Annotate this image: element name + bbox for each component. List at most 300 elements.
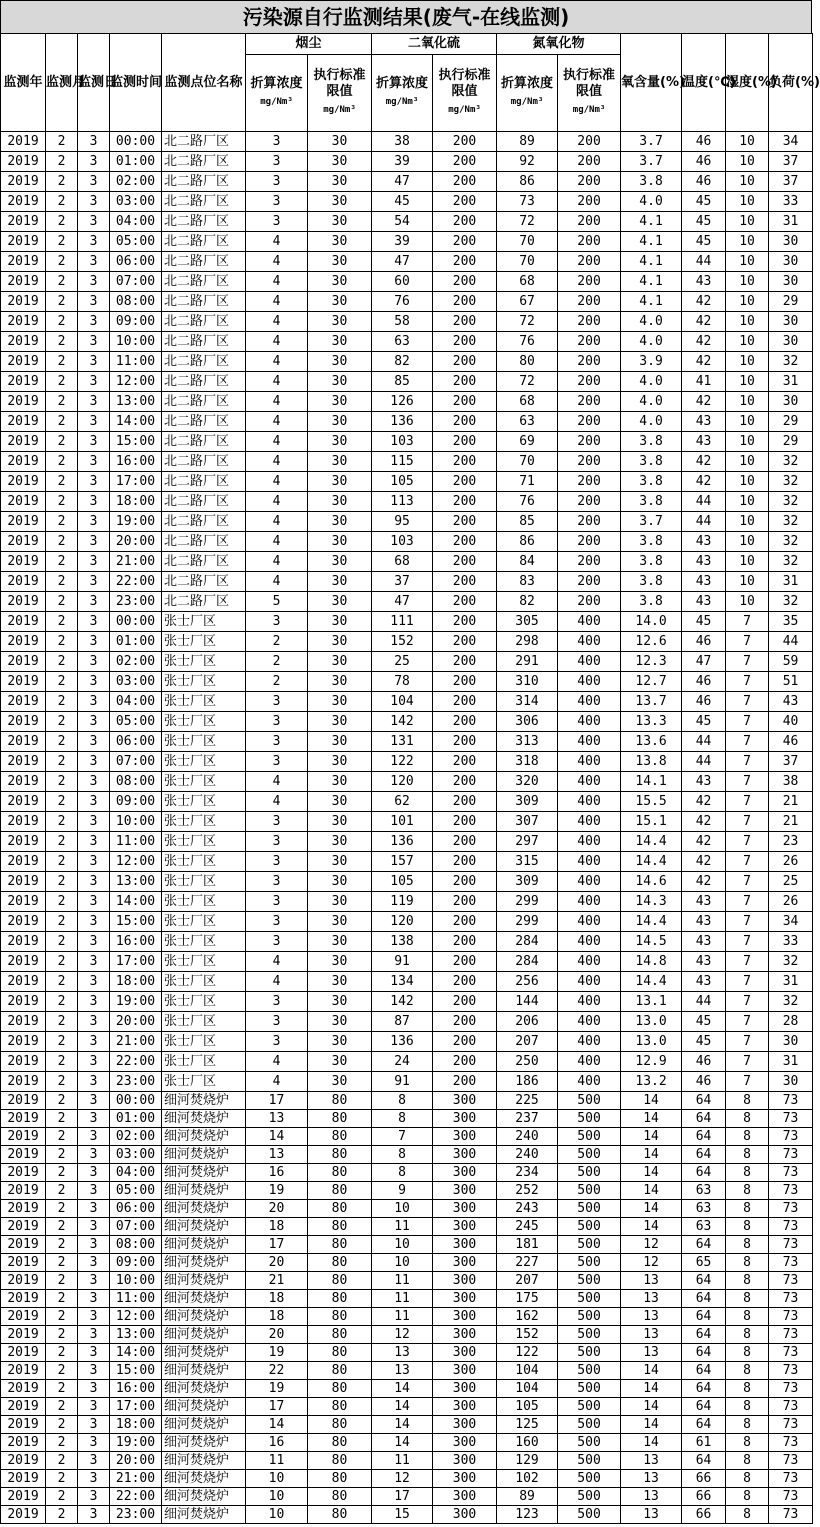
o2-cell: 14.4: [621, 972, 682, 992]
time-cell: 14:00: [110, 412, 162, 432]
day-cell: 3: [78, 712, 110, 732]
site-cell: 细河焚烧炉: [162, 1308, 246, 1326]
time-cell: 03:00: [110, 672, 162, 692]
site-cell: 细河焚烧炉: [162, 1254, 246, 1272]
nox-limit-cell: 200: [558, 232, 621, 252]
humidity-cell: 10: [726, 132, 769, 152]
day-cell: 3: [78, 1182, 110, 1200]
humidity-cell: 8: [726, 1182, 769, 1200]
year-cell: 2019: [1, 692, 46, 712]
so2-conc-cell: 14: [372, 1398, 433, 1416]
humidity-cell: 7: [726, 812, 769, 832]
temp-cell: 43: [682, 952, 726, 972]
o2-cell: 14.6: [621, 872, 682, 892]
month-cell: 2: [46, 1128, 78, 1146]
year-cell: 2019: [1, 152, 46, 172]
so2-conc-cell: 63: [372, 332, 433, 352]
o2-cell: 14: [621, 1110, 682, 1128]
dust-conc-cell: 20: [246, 1326, 308, 1344]
header-row-group: [1, 34, 813, 55]
nox-conc-cell: 70: [497, 252, 558, 272]
load-cell: 32: [769, 592, 813, 612]
so2-limit-cell: 200: [433, 932, 497, 952]
so2-limit-cell: 200: [433, 632, 497, 652]
table-row: [1, 692, 813, 712]
so2-conc-cell: 157: [372, 852, 433, 872]
nox-conc-cell: 320: [497, 772, 558, 792]
dust-conc-cell: 19: [246, 1344, 308, 1362]
load-cell: 73: [769, 1290, 813, 1308]
dust-limit-cell: 80: [308, 1272, 372, 1290]
year-cell: 2019: [1, 672, 46, 692]
unit-label: mg/Nm³: [385, 97, 419, 107]
dust-limit-cell: 30: [308, 392, 372, 412]
day-cell: 3: [78, 1052, 110, 1072]
load-cell: 26: [769, 892, 813, 912]
dust-conc-cell: 3: [246, 752, 308, 772]
table-row: [1, 1032, 813, 1052]
table-row: [1, 772, 813, 792]
so2-limit-cell: 200: [433, 732, 497, 752]
time-cell: 03:00: [110, 1146, 162, 1164]
table-row: [1, 1506, 813, 1524]
time-cell: 18:00: [110, 492, 162, 512]
dust-limit-cell: 30: [308, 732, 372, 752]
humidity-cell: 7: [726, 1012, 769, 1032]
humidity-cell: 7: [726, 612, 769, 632]
o2-cell: 13: [621, 1488, 682, 1506]
dust-limit-cell: 30: [308, 952, 372, 972]
humidity-cell: 8: [726, 1362, 769, 1380]
header-nox-conc: [497, 55, 558, 132]
day-cell: 3: [78, 1164, 110, 1182]
unit-label: mg/Nm³: [323, 105, 356, 115]
nox-limit-cell: 400: [558, 652, 621, 672]
day-cell: 3: [78, 672, 110, 692]
temp-cell: 46: [682, 172, 726, 192]
month-cell: 2: [46, 632, 78, 652]
header-dust-limit: [308, 55, 372, 132]
day-cell: 3: [78, 1506, 110, 1524]
dust-limit-cell: 30: [308, 892, 372, 912]
o2-cell: 13: [621, 1452, 682, 1470]
temp-cell: 46: [682, 672, 726, 692]
month-cell: 2: [46, 572, 78, 592]
time-cell: 02:00: [110, 1128, 162, 1146]
humidity-cell: 8: [726, 1308, 769, 1326]
table-row: [1, 952, 813, 972]
dust-conc-cell: 20: [246, 1200, 308, 1218]
day-cell: 3: [78, 152, 110, 172]
site-cell: 张士厂区: [162, 992, 246, 1012]
year-cell: 2019: [1, 432, 46, 452]
so2-limit-cell: 200: [433, 572, 497, 592]
time-cell: 03:00: [110, 192, 162, 212]
month-cell: 2: [46, 832, 78, 852]
year-cell: 2019: [1, 792, 46, 812]
table-row: [1, 612, 813, 632]
month-cell: 2: [46, 252, 78, 272]
o2-cell: 13.0: [621, 1032, 682, 1052]
humidity-cell: 10: [726, 372, 769, 392]
day-cell: 3: [78, 1110, 110, 1128]
o2-cell: 14.4: [621, 912, 682, 932]
nox-conc-cell: 318: [497, 752, 558, 772]
table-row: [1, 1164, 813, 1182]
dust-limit-cell: 80: [308, 1218, 372, 1236]
nox-limit-cell: 500: [558, 1146, 621, 1164]
so2-conc-cell: 9: [372, 1182, 433, 1200]
nox-conc-cell: 175: [497, 1290, 558, 1308]
humidity-cell: 7: [726, 732, 769, 752]
nox-limit-cell: 400: [558, 1072, 621, 1092]
so2-conc-cell: 13: [372, 1362, 433, 1380]
o2-cell: 13: [621, 1290, 682, 1308]
year-cell: 2019: [1, 1032, 46, 1052]
dust-limit-cell: 30: [308, 172, 372, 192]
load-cell: 51: [769, 672, 813, 692]
nox-conc-cell: 89: [497, 1488, 558, 1506]
nox-limit-cell: 400: [558, 972, 621, 992]
table-row: [1, 1434, 813, 1452]
time-cell: 01:00: [110, 1110, 162, 1128]
load-cell: 29: [769, 292, 813, 312]
year-cell: 2019: [1, 1308, 46, 1326]
nox-conc-cell: 104: [497, 1380, 558, 1398]
humidity-cell: 10: [726, 452, 769, 472]
nox-limit-cell: 500: [558, 1182, 621, 1200]
month-cell: 2: [46, 1434, 78, 1452]
conc-label: 折算浓度: [376, 76, 429, 91]
month-cell: 2: [46, 1236, 78, 1254]
dust-conc-cell: 18: [246, 1290, 308, 1308]
load-cell: 40: [769, 712, 813, 732]
so2-limit-cell: 200: [433, 972, 497, 992]
time-cell: 09:00: [110, 1254, 162, 1272]
dust-limit-cell: 80: [308, 1416, 372, 1434]
time-cell: 09:00: [110, 792, 162, 812]
table-row: [1, 512, 813, 532]
table-row: [1, 272, 813, 292]
temp-cell: 64: [682, 1380, 726, 1398]
table-row: [1, 412, 813, 432]
day-cell: 3: [78, 652, 110, 672]
year-cell: 2019: [1, 1012, 46, 1032]
temp-cell: 42: [682, 852, 726, 872]
nox-limit-cell: 500: [558, 1110, 621, 1128]
load-cell: 73: [769, 1236, 813, 1254]
o2-cell: 4.1: [621, 292, 682, 312]
time-cell: 16:00: [110, 932, 162, 952]
dust-conc-cell: 4: [246, 972, 308, 992]
so2-limit-cell: 200: [433, 132, 497, 152]
time-cell: 08:00: [110, 1236, 162, 1254]
load-cell: 38: [769, 772, 813, 792]
so2-conc-cell: 136: [372, 832, 433, 852]
o2-cell: 12: [621, 1236, 682, 1254]
nox-limit-cell: 200: [558, 252, 621, 272]
so2-limit-cell: 200: [433, 232, 497, 252]
humidity-cell: 8: [726, 1470, 769, 1488]
o2-cell: 13: [621, 1308, 682, 1326]
load-cell: 73: [769, 1416, 813, 1434]
o2-cell: 4.0: [621, 312, 682, 332]
site-cell: 细河焚烧炉: [162, 1092, 246, 1110]
dust-conc-cell: 14: [246, 1128, 308, 1146]
year-cell: 2019: [1, 932, 46, 952]
month-cell: 2: [46, 452, 78, 472]
dust-limit-cell: 30: [308, 472, 372, 492]
nox-limit-cell: 200: [558, 572, 621, 592]
month-cell: 2: [46, 1092, 78, 1110]
nox-limit-cell: 500: [558, 1128, 621, 1146]
so2-limit-cell: 200: [433, 412, 497, 432]
month-cell: 2: [46, 732, 78, 752]
load-cell: 34: [769, 132, 813, 152]
o2-cell: 3.8: [621, 172, 682, 192]
time-cell: 12:00: [110, 372, 162, 392]
nox-conc-cell: 85: [497, 512, 558, 532]
table-row: [1, 252, 813, 272]
humidity-cell: 7: [726, 692, 769, 712]
day-cell: 3: [78, 572, 110, 592]
dust-conc-cell: 4: [246, 392, 308, 412]
day-cell: 3: [78, 1254, 110, 1272]
nox-conc-cell: 309: [497, 872, 558, 892]
load-cell: 31: [769, 212, 813, 232]
humidity-cell: 10: [726, 192, 769, 212]
temp-cell: 42: [682, 452, 726, 472]
year-cell: 2019: [1, 1200, 46, 1218]
dust-conc-cell: 3: [246, 692, 308, 712]
site-cell: 细河焚烧炉: [162, 1290, 246, 1308]
o2-cell: 12.6: [621, 632, 682, 652]
so2-limit-cell: 300: [433, 1128, 497, 1146]
nox-limit-cell: 500: [558, 1164, 621, 1182]
day-cell: 3: [78, 1200, 110, 1218]
humidity-cell: 10: [726, 412, 769, 432]
so2-conc-cell: 25: [372, 652, 433, 672]
load-cell: 73: [769, 1344, 813, 1362]
site-cell: 北二路厂区: [162, 452, 246, 472]
temp-cell: 44: [682, 252, 726, 272]
dust-conc-cell: 19: [246, 1182, 308, 1200]
so2-conc-cell: 38: [372, 132, 433, 152]
temp-cell: 42: [682, 792, 726, 812]
site-cell: 细河焚烧炉: [162, 1128, 246, 1146]
so2-conc-cell: 119: [372, 892, 433, 912]
so2-conc-cell: 91: [372, 952, 433, 972]
month-cell: 2: [46, 1110, 78, 1128]
month-cell: 2: [46, 372, 78, 392]
day-cell: 3: [78, 512, 110, 532]
so2-limit-cell: 200: [433, 552, 497, 572]
year-cell: 2019: [1, 132, 46, 152]
temp-cell: 66: [682, 1506, 726, 1524]
site-cell: 张士厂区: [162, 792, 246, 812]
nox-limit-cell: 500: [558, 1398, 621, 1416]
dust-conc-cell: 3: [246, 1032, 308, 1052]
o2-cell: 14: [621, 1398, 682, 1416]
header-temp: 温度(℃): [682, 34, 726, 132]
dust-limit-cell: 80: [308, 1200, 372, 1218]
year-cell: 2019: [1, 652, 46, 672]
humidity-cell: 8: [726, 1488, 769, 1506]
so2-limit-cell: 300: [433, 1272, 497, 1290]
o2-cell: 13: [621, 1506, 682, 1524]
table-row: [1, 1326, 813, 1344]
year-cell: 2019: [1, 232, 46, 252]
humidity-cell: 7: [726, 632, 769, 652]
time-cell: 13:00: [110, 392, 162, 412]
nox-conc-cell: 237: [497, 1110, 558, 1128]
day-cell: 3: [78, 1072, 110, 1092]
dust-limit-cell: 30: [308, 292, 372, 312]
year-cell: 2019: [1, 1452, 46, 1470]
site-cell: 张士厂区: [162, 812, 246, 832]
dust-limit-cell: 30: [308, 712, 372, 732]
load-cell: 73: [769, 1200, 813, 1218]
site-cell: 北二路厂区: [162, 252, 246, 272]
site-cell: 细河焚烧炉: [162, 1398, 246, 1416]
year-cell: 2019: [1, 1146, 46, 1164]
nox-limit-cell: 200: [558, 352, 621, 372]
table-row: [1, 1218, 813, 1236]
nox-conc-cell: 102: [497, 1470, 558, 1488]
temp-cell: 45: [682, 712, 726, 732]
humidity-cell: 8: [726, 1092, 769, 1110]
month-cell: 2: [46, 472, 78, 492]
nox-limit-cell: 500: [558, 1254, 621, 1272]
dust-limit-cell: 30: [308, 912, 372, 932]
day-cell: 3: [78, 1326, 110, 1344]
dust-conc-cell: 3: [246, 872, 308, 892]
unit-label: mg/Nm³: [510, 97, 544, 107]
o2-cell: 14.4: [621, 852, 682, 872]
humidity-cell: 8: [726, 1326, 769, 1344]
day-cell: 3: [78, 1218, 110, 1236]
humidity-cell: 7: [726, 872, 769, 892]
temp-cell: 43: [682, 932, 726, 952]
dust-limit-cell: 80: [308, 1110, 372, 1128]
load-cell: 33: [769, 932, 813, 952]
o2-cell: 3.8: [621, 492, 682, 512]
temp-cell: 64: [682, 1164, 726, 1182]
nox-limit-cell: 200: [558, 152, 621, 172]
load-cell: 73: [769, 1434, 813, 1452]
header-nox-limit: [558, 55, 621, 132]
humidity-cell: 10: [726, 232, 769, 252]
load-cell: 30: [769, 332, 813, 352]
year-cell: 2019: [1, 352, 46, 372]
dust-conc-cell: 17: [246, 1236, 308, 1254]
so2-limit-cell: 200: [433, 992, 497, 1012]
o2-cell: 14.0: [621, 612, 682, 632]
nox-conc-cell: 68: [497, 392, 558, 412]
load-cell: 73: [769, 1362, 813, 1380]
load-cell: 32: [769, 472, 813, 492]
so2-limit-cell: 300: [433, 1092, 497, 1110]
o2-cell: 3.8: [621, 432, 682, 452]
load-cell: 31: [769, 972, 813, 992]
month-cell: 2: [46, 192, 78, 212]
site-cell: 北二路厂区: [162, 372, 246, 392]
time-cell: 21:00: [110, 1470, 162, 1488]
day-cell: 3: [78, 632, 110, 652]
dust-conc-cell: 11: [246, 1452, 308, 1470]
month-cell: 2: [46, 292, 78, 312]
nox-limit-cell: 400: [558, 812, 621, 832]
time-cell: 19:00: [110, 512, 162, 532]
table-row: [1, 1254, 813, 1272]
so2-limit-cell: 200: [433, 832, 497, 852]
nox-conc-cell: 284: [497, 952, 558, 972]
nox-limit-cell: 200: [558, 312, 621, 332]
nox-limit-cell: 500: [558, 1488, 621, 1506]
site-cell: 张士厂区: [162, 1052, 246, 1072]
humidity-cell: 7: [726, 852, 769, 872]
temp-cell: 41: [682, 372, 726, 392]
nox-conc-cell: 297: [497, 832, 558, 852]
month-cell: 2: [46, 1452, 78, 1470]
dust-conc-cell: 2: [246, 652, 308, 672]
month-cell: 2: [46, 1380, 78, 1398]
month-cell: 2: [46, 312, 78, 332]
nox-conc-cell: 86: [497, 172, 558, 192]
report-title: 污染源自行监测结果(废气-在线监测): [0, 0, 812, 33]
time-cell: 22:00: [110, 1488, 162, 1506]
humidity-cell: 7: [726, 1072, 769, 1092]
day-cell: 3: [78, 312, 110, 332]
nox-conc-cell: 240: [497, 1146, 558, 1164]
nox-conc-cell: 76: [497, 332, 558, 352]
dust-conc-cell: 17: [246, 1398, 308, 1416]
site-cell: 张士厂区: [162, 852, 246, 872]
so2-conc-cell: 95: [372, 512, 433, 532]
day-cell: 3: [78, 1128, 110, 1146]
humidity-cell: 8: [726, 1290, 769, 1308]
year-cell: 2019: [1, 452, 46, 472]
nox-limit-cell: 400: [558, 612, 621, 632]
humidity-cell: 10: [726, 332, 769, 352]
nox-limit-cell: 400: [558, 752, 621, 772]
table-row: [1, 552, 813, 572]
so2-conc-cell: 101: [372, 812, 433, 832]
nox-limit-cell: 400: [558, 872, 621, 892]
o2-cell: 13: [621, 1272, 682, 1290]
table-row: [1, 1012, 813, 1032]
o2-cell: 4.0: [621, 372, 682, 392]
month-cell: 2: [46, 1146, 78, 1164]
month-cell: 2: [46, 712, 78, 732]
so2-conc-cell: 45: [372, 192, 433, 212]
year-cell: 2019: [1, 292, 46, 312]
limit-label: 执行标准限值: [438, 68, 491, 99]
dust-conc-cell: 3: [246, 832, 308, 852]
nox-limit-cell: 200: [558, 292, 621, 312]
year-cell: 2019: [1, 812, 46, 832]
dust-conc-cell: 18: [246, 1218, 308, 1236]
year-cell: 2019: [1, 972, 46, 992]
so2-conc-cell: 142: [372, 992, 433, 1012]
so2-conc-cell: 62: [372, 792, 433, 812]
header-month: 监测月: [46, 34, 78, 132]
so2-limit-cell: 300: [433, 1236, 497, 1254]
time-cell: 19:00: [110, 1434, 162, 1452]
time-cell: 11:00: [110, 352, 162, 372]
nox-conc-cell: 240: [497, 1128, 558, 1146]
load-cell: 32: [769, 532, 813, 552]
